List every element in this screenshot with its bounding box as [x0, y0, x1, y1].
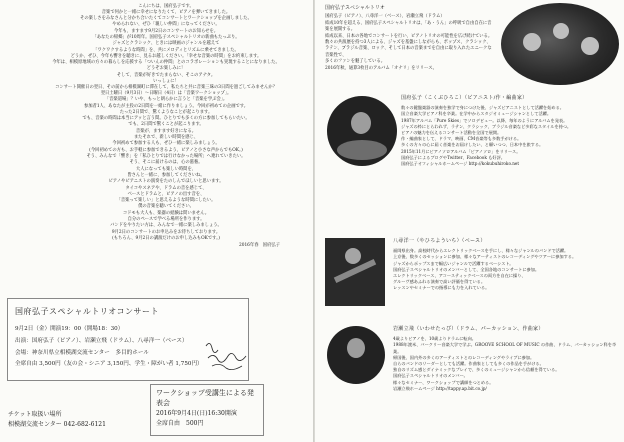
- member-face: [581, 37, 599, 55]
- member-face: [523, 33, 541, 51]
- yahiro-heading: 八尋洋一（やひろよういち）（ベース）: [393, 238, 486, 244]
- yahiro-photo: [325, 238, 385, 306]
- trio-heading: 国府弘子スペシャルトリオ: [325, 5, 385, 11]
- concert-performers: 出演：国府弘子（ピアノ）、岩瀬立飛（ドラム）、八尋洋一（ベース）: [15, 337, 188, 344]
- yahiro-bio: [393, 238, 619, 292]
- kokubu-photo: [327, 96, 397, 166]
- kokubu-sns: 国府弘子によるブログやTwitter、Facebook も好評。: [401, 154, 505, 160]
- trio-body: 国府弘子（ピアノ）、八尋洋一（ベース）、岩瀬立飛（ドラム） 結成10年を超える、国府弘子スペシャルトリオは、「あ・うん」の呼吸で自由自在に音楽を展開する。 結成以来、日本の各地でコンサートを行い、ピアノトリオの可能性を広げ続けている。 数々の共演歴を持つ3人による、ジャズを基盤にしながらも、ポップス、クラシック、 ラテン、ブラジル音楽、ロック、そして日本の音楽までを自由に取り入れたユニークな音楽性で、 多くのファンを魅了している。 2016年秋、通算3枚目のアルバム「オナリ」をリリース。: [325, 14, 493, 71]
- iwase-photo: [327, 326, 385, 384]
- portrait-face: [345, 248, 361, 264]
- signature-drawing: [202, 336, 252, 378]
- greeting-paragraph: そう、みんなで「響き」を「私ひとりでは行けなかった場所」へ連れていきたい。 そう、そこに届けるのは、心の滋養。 大人になっても楽しい時間を、 皆さんと一緒に、参加してくださいね。: [86, 154, 246, 178]
- greeting-paragraph: コドモも大人も、楽器の経験は問いません。 自分のペースで学べる場所を作ります。 バンドをやりたい方は、みんなで一緒に楽しみましょう。: [110, 210, 222, 228]
- trio-section: [325, 5, 495, 72]
- piano-shape: [337, 140, 387, 160]
- yahiro-body: 福岡県出身。高校時代からエレクトリックベースを手にし、様々なジャンルのバンドで活躍。 上京後、数多くのセッションに参加、様々なアーティストのレコーディングやツアーに参加する。 ジャズからポップスまで幅広いジャンルで活躍するベーシスト。 国府弘子スペシャルトリオのメンバーとして、全国各地のコンサートに参加。 エレクトリックベース、アコースティックベースの両方を自在に操り、 グルーヴ感あふれる演奏で高い評価を得ている。 レッスンやセミナーでの指導にも力を入れている。: [393, 248, 577, 291]
- workshop-price: 全席自由 500円: [156, 420, 204, 427]
- greeting-paragraph: 9月2日のコンサートのお申込みをお待ちしております。 (もちろん、9月2日の講演だけのお申し込みもOKです。): [111, 229, 221, 241]
- iwase-bio: [393, 326, 619, 392]
- concert-details: [15, 324, 203, 371]
- workshop-title: ワークショップ受講生による発表会: [156, 389, 254, 407]
- portrait-face: [351, 112, 371, 134]
- date-sign: 2016年春 国府弘子: [238, 242, 280, 248]
- right-panel: [314, 0, 624, 442]
- ticket-label: チケット取扱い場所: [8, 411, 62, 418]
- greeting-paragraph: たった2日間で、驚くようなことが起こります。 でも、音楽の時間は本当にアッと言う間。ひとりでも多くの方に参加してもらいたい。 でも、2日間で驚くことが起こります。: [82, 110, 250, 128]
- workshop-date: 2016年9月4日(日)16:30開演: [156, 410, 237, 417]
- iwase-url: 岩瀬立飛ホームページ http://tappy.ap.bit.co.jp/: [393, 385, 487, 391]
- concert-date: 9月2日（金）開演19：00（開場18：30）: [15, 326, 124, 332]
- greeting-paragraph: ピアノやピアニストの演奏をたのしんでほしいと思います。 タイコやスネアや、ドラムの音を感じて、 ベースとドラムと、ピアノの出す音を、 「音楽って楽しい」と思えるような時間にしたい。 僕の音楽を聴いてください。: [108, 179, 224, 209]
- ticket-info: [8, 410, 106, 430]
- portrait-face: [347, 338, 365, 358]
- kokubu-heading: 国府弘子（こくぶひろこ）（ピアニスト/作・編曲家）: [401, 95, 528, 101]
- handwritten-signature: [202, 336, 252, 378]
- greeting-paragraph: こんにちは、国府弘子です。 音楽で何かと一緒に幸せになりたくて、ピアノを弾いてきました。 その楽しさをみなさんと分かち合いたくてコンサートとワークショップを企画しました。 やめられない、ぜひ「親しい仲間」になってください。: [80, 4, 252, 28]
- concert-price: 全席自由 3,500円（友の会・シニア 3,150円、学生・障がい者 1,750円）: [15, 361, 203, 368]
- iwase-body: 4歳よりピアノを、10歳よりドラムに転向。 1988年渡米、バークリー音楽大学で学ぶ。GROOVE SCHOOL OF MUSIC の作曲、ドラム、パーカッション科を卒業。 帰国後、国内外の多くのアーティストとのレコーディングやライブに参加。 自らのバンドのリーダーとしても活躍。作曲家としても多くの作品を手がける。 独自のリズム感とダイナミックなプレイで、多くのミュージシャンから信頼を得ている。 国府弘子スペシャルトリオのメンバー。 様々なセミナー、ワークショップで講師をつとめる。: [393, 336, 617, 385]
- kokubu-url: 国府弘子オフィシャルホームページ http://kokubuhiroko.net: [401, 161, 520, 167]
- ticket-contact: 相模湖交流センター 042-682-6121: [8, 421, 106, 428]
- member-face: [553, 23, 569, 39]
- concert-title: 国府弘子スペシャルトリオコンサート: [15, 307, 159, 316]
- trio-photo: [501, 3, 619, 85]
- greeting-paragraph: 音楽が、ますます好きになる。 またそれで、新しい時間を感じ、 今回初めて参加する人も、ぜひ一緒に楽しみましょう。 (今回初めての方も、お手軽に参加できるよう、ピアノと小さな声からでもOK。): [89, 129, 243, 153]
- kokubu-bio: [401, 95, 619, 167]
- greeting-paragraph: そして、音楽が好きでたまらない、そこのアナタ。 いっしょに！ コンサート開催日の翌日、その前から相模湖町に滞在して、私たちと共に音楽三昧の3日間を過ごしてみませんか？ 翌日土曜日（9月3日）～日曜日（4日）は「音楽ワークショップ」。 「音楽道場」？いや、もっと朗らかに言うと「音楽を学ぶ会」。 参加者1人、あなたが主役の2日間を一緒に作りましょう。今回が初めての企画です。: [55, 72, 277, 109]
- concert-venue: 会場：神奈川県立相模湖交流センター 多目的ホール: [15, 349, 149, 356]
- workshop-box: [150, 384, 264, 436]
- greeting-paragraph: 今年も、ますます9月2日のコンサートのお知らせを。 「あなたの帰郷」が10周年。国府弘子スペシャルトリオの新曲もたっぷり。 ジャズとクラシック、ときには映画のジャンルを越えて 「ワクワクするような時間」を、共にメロディとリズムに乗せてきました。 どうか、ぜひ、今年も響きを聴きに、見るお越しください。「幸せな音楽の時間」をお約束します。 今年は、相模原地域の方々の暮らしを応援する「ついんの仲間」とのコラボレーションも実現することになりました。 どうぞお楽しみに！: [52, 29, 280, 72]
- greeting-letter: [52, 4, 280, 250]
- kokubu-body: 数々の鍵盤楽器の演奏を独学で身につけた後、ジャズピアニストとして活躍を始める。 国立音楽大学ピアノ科を卒業。在学中からスタジオミュージシャンとして活躍。 1987年アルバム「Pure Skies」でソロデビュー。以降、毎年のようにアルバムを発表。 ジャズの枠にとらわれず、ラテン、クラシック、ブラジル音楽など多彩なスタイルを持つ。 ピアノの魅力を伝えるコンサート活動を全国で展開。 作・編曲家として、ドラマ、映画、CM音楽等も多数手がける。 多くの方々の心に届く音楽をお届けしたい、と願いつつ、日本中を旅する。 2015年11月にピアノソロアルバム「ピアノソロ」をリリース。: [401, 105, 572, 154]
- iwase-heading: 岩瀬立飛（いわせたっぴ）（ドラム、パーカッション、作曲家）: [393, 326, 544, 332]
